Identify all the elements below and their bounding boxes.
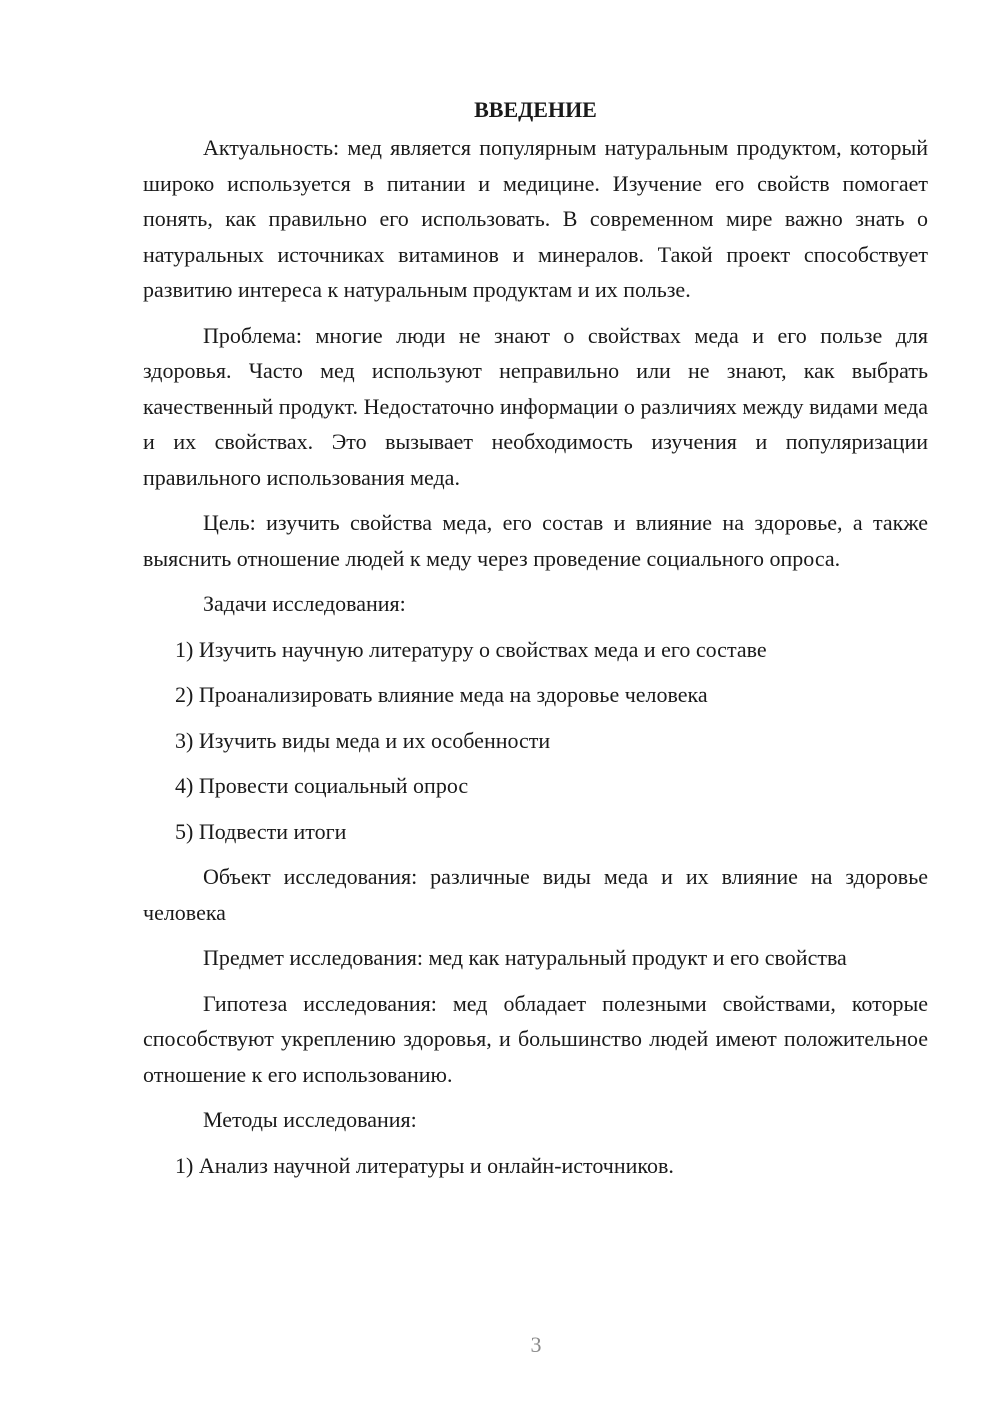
tasks-heading: Задачи исследования: xyxy=(203,591,406,616)
section-title: ВВЕДЕНИЕ xyxy=(474,97,597,122)
method-item: 1) Анализ научной литературы и онлайн-источников. xyxy=(175,1152,674,1178)
task-item: 5) Подвести итоги xyxy=(175,818,347,844)
goal-paragraph: Цель: изучить свойства меда, его состав и влияние на здоровье, а также выяснить отношение людей к меду через проведение социального опроса. xyxy=(143,510,928,571)
tasks-list xyxy=(143,632,928,850)
page-number: 3 xyxy=(530,1332,542,1357)
task-item: 1) Изучить научную литературу о свойствах меда и его составе xyxy=(175,636,767,662)
relevance-paragraph: Актуальность: мед является популярным натуральным продуктом, который широко используется в питании и медицине. Изучение его свойств помогает понять, как правильно его использовать. В современном мире важно знать о натуральных источниках витаминов и минералов. Такой проект способствует развитию интереса к натуральным продуктам и их пользе. xyxy=(143,135,928,302)
methods-heading: Методы исследования: xyxy=(203,1107,417,1132)
methods-list xyxy=(143,1148,928,1184)
hypothesis-paragraph: Гипотеза исследования: мед обладает полезными свойствами, которые способствуют укреплению здоровья, и большинство людей имеют положительное отношение к его использованию. xyxy=(143,990,928,1087)
object-paragraph: Объект исследования: различные виды меда и их влияние на здоровье человека xyxy=(143,864,928,925)
subject-paragraph: Предмет исследования: мед как натуральный продукт и его свойства xyxy=(203,945,847,970)
task-item: 2) Проанализировать влияние меда на здоровье человека xyxy=(175,682,708,707)
task-item: 3) Изучить виды меда и их особенности xyxy=(175,727,551,753)
task-item: 4) Провести социальный опрос xyxy=(175,773,469,798)
document-page xyxy=(143,92,928,1193)
problem-paragraph: Проблема: многие люди не знают о свойствах меда и его пользе для здоровья. Часто мед используют неправильно или не знают, как выбрать качественный продукт. Недостаточно информации о различиях между видами меда и их свойствах. Это вызывает необходимость изучения и популяризации правильного использования меда. xyxy=(143,322,928,490)
